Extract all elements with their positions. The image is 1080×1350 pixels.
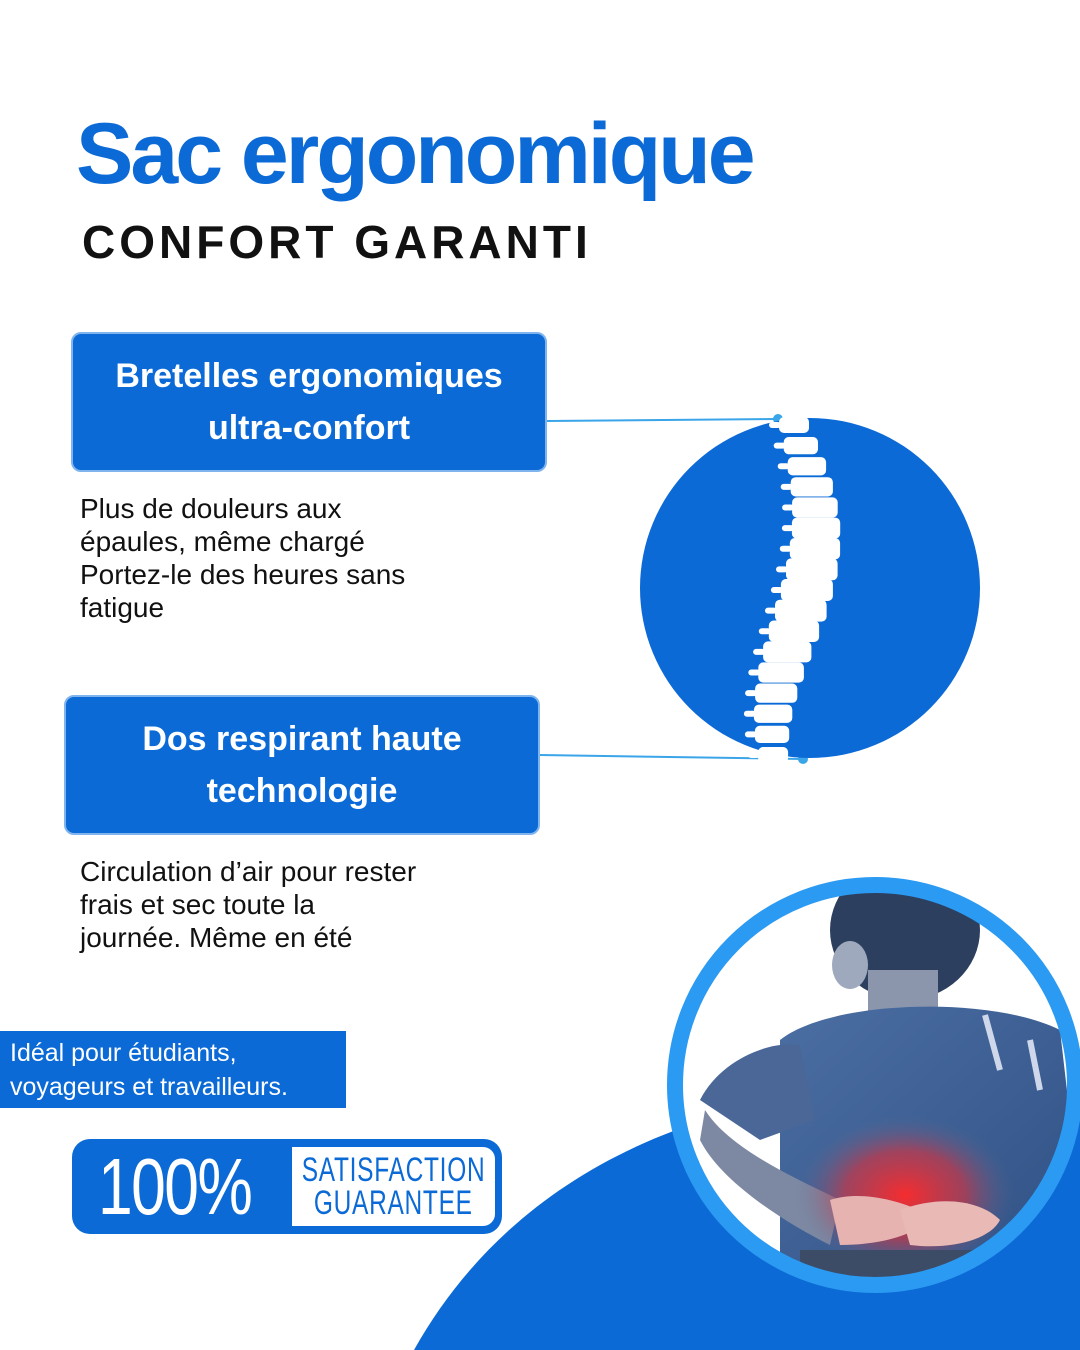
vertebra xyxy=(758,662,804,682)
satisfaction-badge xyxy=(72,1139,502,1234)
vertebra xyxy=(790,538,840,560)
connector-line-top xyxy=(547,419,778,421)
vertebra xyxy=(763,641,811,662)
page-title: Sac ergonomique xyxy=(76,106,753,202)
vertebra-process xyxy=(778,463,790,469)
badge-panel xyxy=(292,1147,495,1226)
vertebra-process xyxy=(782,505,794,511)
vertebra xyxy=(791,477,833,496)
vertebra xyxy=(755,726,789,743)
vertebra xyxy=(788,457,826,475)
vertebra xyxy=(784,437,818,454)
vertebra xyxy=(779,417,809,433)
vertebra xyxy=(792,497,838,517)
vertebra-process xyxy=(748,752,760,758)
vertebra-process xyxy=(765,608,777,614)
vertebra-process xyxy=(745,690,757,696)
vertebra xyxy=(792,518,840,539)
vertebra xyxy=(758,747,788,763)
badge-percent: 100% xyxy=(98,1142,252,1231)
feature-description-back: Circulation d’air pour rester frais et sec toute la journée. Même en été xyxy=(80,856,417,953)
audience-banner: Idéal pour étudiants, voyageurs et travailleurs. xyxy=(0,1031,346,1108)
badge-line-satisfaction: SATISFACTION xyxy=(301,1150,486,1189)
vertebra xyxy=(754,705,792,723)
vertebra-process xyxy=(744,711,756,717)
feature-label-back: Dos respirant haute technologie xyxy=(142,720,462,810)
feature-box-straps xyxy=(71,332,547,472)
vertebra-process xyxy=(769,422,781,428)
feature-label-straps: Bretelles ergonomiques ultra-confort xyxy=(115,357,503,447)
vertebra xyxy=(775,600,827,622)
vertebra-process xyxy=(782,525,794,531)
vertebra-process xyxy=(745,731,757,737)
vertebra-process xyxy=(774,443,786,449)
page-subtitle: CONFORT GARANTI xyxy=(82,216,592,268)
vertebra-process xyxy=(780,546,792,552)
vertebra-process xyxy=(759,628,771,634)
badge-line-guarantee: GUARANTEE xyxy=(314,1183,473,1222)
vertebra-process xyxy=(753,649,765,655)
vertebra-process xyxy=(781,484,793,490)
vertebra xyxy=(755,684,797,703)
vertebra xyxy=(769,621,819,643)
feature-description-straps: Plus de douleurs aux épaules, même chargé Portez-le des heures sans fatigue xyxy=(80,493,406,623)
vertebra xyxy=(781,579,833,601)
vertebra xyxy=(786,558,838,580)
vertebra-process xyxy=(776,566,788,572)
spine-illustration xyxy=(640,417,980,763)
feature-box-back xyxy=(64,695,540,835)
vertebra-process xyxy=(748,670,760,676)
vertebra-process xyxy=(771,587,783,593)
